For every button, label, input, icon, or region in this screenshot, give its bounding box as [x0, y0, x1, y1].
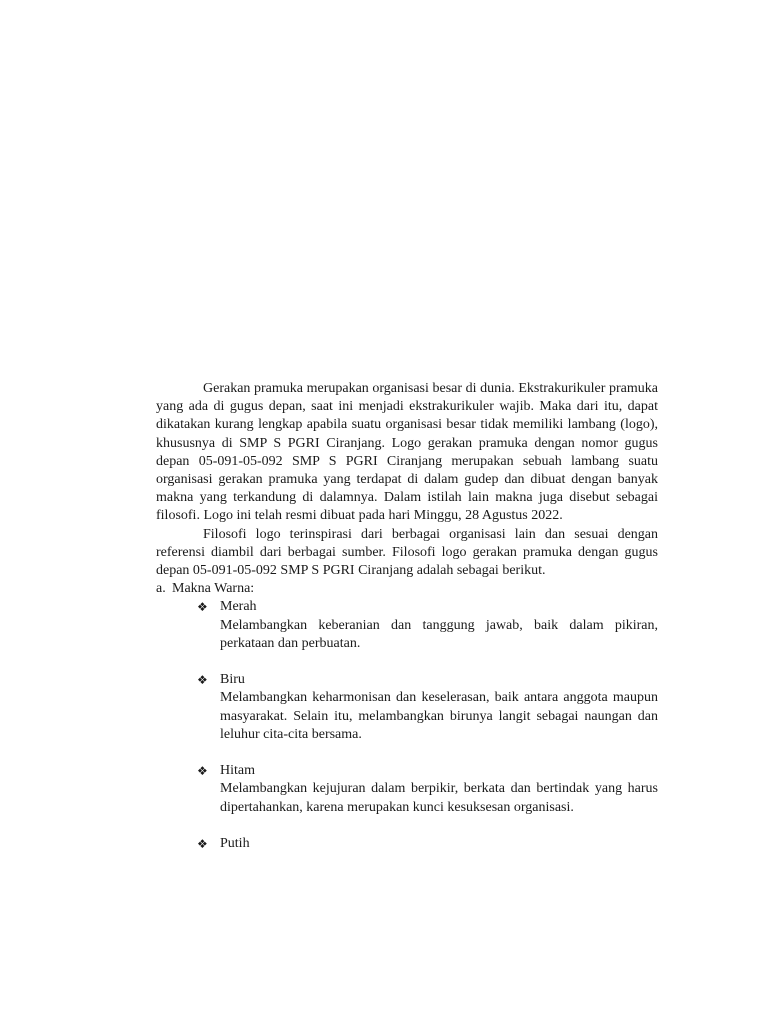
- list-item: [156, 598, 658, 653]
- philosophy-paragraph: Filosofi logo terinspirasi dari berbagai organisasi lain dan sesuai dengan referensi diambil dari berbagai sumber. Filosofi logo gerakan pramuka dengan gugus depan 05-091-05-092 SMP S PGRI Ciranjang adalah sebagai berikut.: [156, 526, 658, 579]
- item-description: Melambangkan kejujuran dalam berpikir, berkata dan bertindak yang harus dipertahankan, karena merupakan kunci kesuksesan organisasi.: [220, 781, 658, 815]
- item-description: Melambangkan keberanian dan tanggung jawab, baik dalam pikiran, perkataan dan perbuatan.: [220, 617, 658, 651]
- intro-paragraph: Gerakan pramuka merupakan organisasi besar di dunia. Ekstrakurikuler pramuka yang ada di gugus depan, saat ini menjadi ekstrakurikuler wajib. Maka dari itu, dapat dikatakan kurang lengkap apabila suatu organisasi besar tidak memiliki lambang (logo), khususnya di SMP S PGRI Ciranjang. Logo gerakan pramuka dengan nomor gugus depan 05-091-05-092 SMP S PGRI Ciranjang merupakan sebuah lambang suatu organisasi gerakan pramuka yang terdapat di dalam gudep dan dibuat dengan banyak makna yang terkandung di dalamnya. Dalam istilah lain makna juga disebut sebagai filosofi. Logo ini telah resmi dibuat pada hari Minggu, 28 Agustus 2022.: [156, 381, 658, 524]
- list-item: [156, 835, 658, 853]
- section-title: Makna Warna:: [172, 581, 255, 597]
- diamond-bullet-icon: ❖: [197, 764, 208, 779]
- item-title: Hitam: [220, 763, 255, 779]
- section-marker: a.: [156, 581, 166, 597]
- diamond-bullet-icon: ❖: [197, 837, 208, 852]
- list-item: [156, 762, 658, 817]
- diamond-bullet-icon: ❖: [197, 673, 208, 688]
- color-meaning-list: [156, 598, 658, 853]
- section-heading: [156, 580, 658, 598]
- document-body: [156, 380, 658, 853]
- item-title: Biru: [220, 672, 245, 688]
- item-title: Putih: [220, 836, 250, 852]
- item-description: Melambangkan keharmonisan dan keselerasan, baik antara anggota maupun masyarakat. Selain itu, melambangkan birunya langit sebagai naungan dan leluhur cita-cita bersama.: [220, 690, 658, 742]
- item-title: Merah: [220, 599, 257, 615]
- list-item: [156, 671, 658, 744]
- diamond-bullet-icon: ❖: [197, 600, 208, 615]
